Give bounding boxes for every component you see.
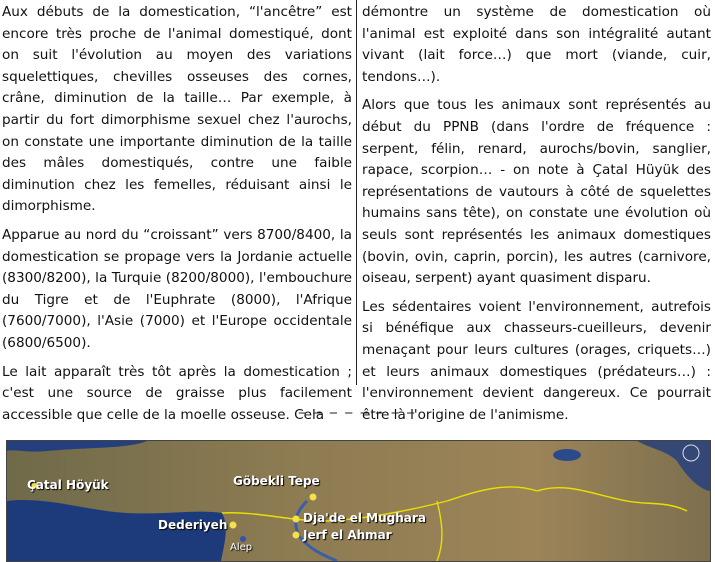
satellite-map	[6, 440, 711, 562]
map-terrain	[7, 441, 710, 561]
label-alep: Alep	[230, 542, 253, 553]
site-marker	[310, 494, 317, 501]
site-marker	[293, 532, 300, 539]
column-divider	[356, 0, 357, 385]
paragraph: Apparue au nord du “croissant” vers 8700/8400, la domestication se propage vers la Jordanie actuelle (8300/8200), la Turquie (8200/8000), l'embouchure du Tigre et de l'Euphrate (8000), l'Afrique (7600/7000), l'Asie (7000) et l'Europe occidentale (6800/6500).	[2, 226, 352, 351]
paragraph: démontre un système de domestication où l'animal est exploité dans son intégralité autant vivant (lait force…) que mort (viande, cuir, tendons…).	[362, 4, 711, 85]
label-gobekli-tepe: Göbekli Tepe	[233, 474, 320, 488]
label-catal-hoyuk: Çatal Höyük	[27, 478, 109, 492]
right-text-column	[362, 2, 711, 433]
site-marker	[293, 516, 300, 523]
paragraph: Le lait apparaît très tôt après la domestication ; c'est une source de graisse plus facilement accessible que celle de la moelle osseuse. Cela	[2, 363, 352, 423]
paragraph: Les sédentaires voient l'environnement, autrefois si bénéfique aux chasseurs-cueilleurs, devenir menaçant pour leurs cultures (orages, criquets…) et leurs animaux domestiques (prédateurs…) : l'environnement devient dangereux. Ce pourrait être là l'origine de l'animisme.	[362, 298, 711, 423]
label-djade: Dja'de el Mughara	[303, 511, 426, 525]
label-dederiyeh: Dederiyeh	[158, 518, 228, 532]
label-jerf-el-ahmar: Jerf el Ahmar	[303, 528, 392, 542]
lake-van	[553, 449, 581, 461]
left-text-column	[2, 2, 352, 433]
paragraph: Aux débuts de la domestication, “l'ancêtre” est encore très proche de l'animal domestiqué, dont on suit l'évolution au moyen des variations squelettiques, chevilles osseuses des cornes, crâne, diminution de la taille… Par exemple, à partir du fort dimorphisme sexuel chez l'aurochs, on constate une importante diminution de la taille des mâles domestiqués, contre une faible diminution chez les femelles, réduisant ainsi le dimorphisme.	[2, 4, 352, 215]
section-separator: _ _ _ _ _ _ _ _	[298, 398, 417, 414]
site-marker	[230, 522, 237, 529]
paragraph: Alors que tous les animaux sont représentés au début du PPNB (dans l'ordre de fréquence : serpent, félin, renard, aurochs/bovin, sanglier, rapace, scorpion… - on note à Çatal Hüyük des représentations de vautours à côté de squelettes humains sans tête), on constate une évolution où seuls sont représentés les animaux domestiques (bovin, ovin, caprin, porcin), les autres (carnivore, oiseau, serpent) ayant quasiment disparu.	[362, 97, 711, 287]
